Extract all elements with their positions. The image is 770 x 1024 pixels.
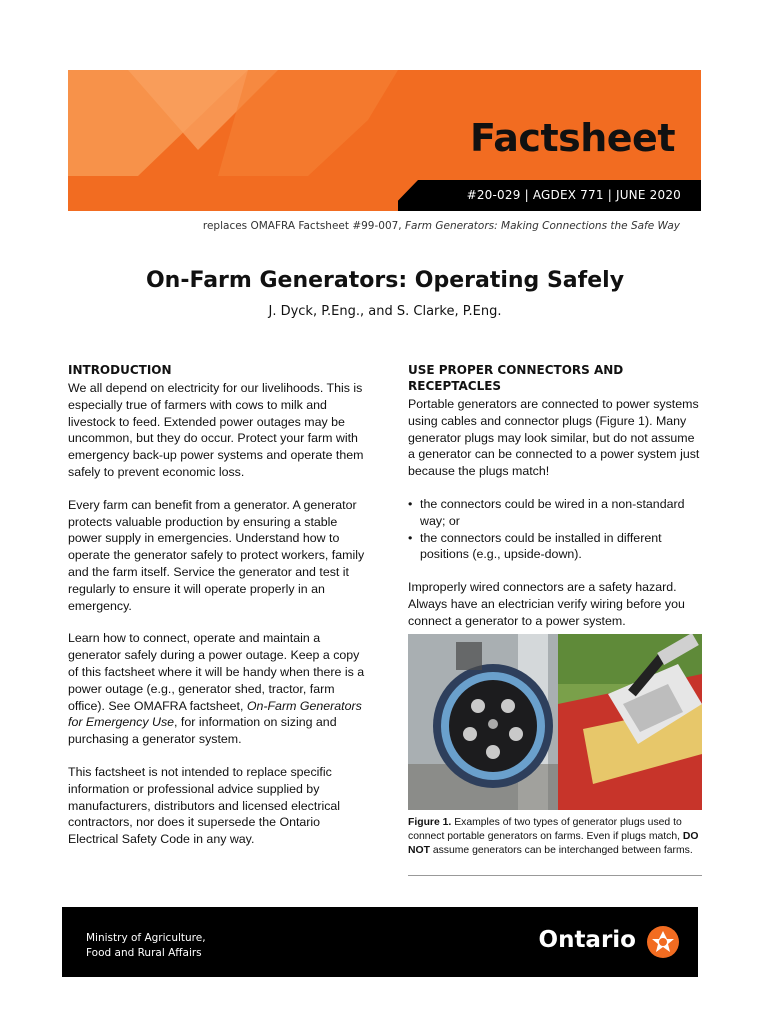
factsheet-meta: #20-029 | AGDEX 771 | JUNE 2020 bbox=[466, 188, 681, 202]
connectors-paragraph-2: Improperly wired connectors are a safety hazard. Always have an electrician verify wiring before you connect a generator to a power system. bbox=[408, 580, 685, 628]
connectors-bullet-list bbox=[408, 496, 702, 563]
factsheet-label: Factsheet bbox=[470, 116, 675, 160]
figure-caption bbox=[408, 816, 700, 858]
intro-paragraph-2: Every farm can benefit from a generator. A generator protects valuable production by ensuring a stable power supply in emergencies. Understand how to operate the generator safely to protect workers, family and the farm itself. Service the generator and test it regularly to ensure it will operate properly in an emergency. bbox=[68, 497, 365, 613]
ontario-logo-wordmark: Ontario bbox=[538, 927, 636, 953]
intro-paragraph-3 bbox=[68, 630, 368, 748]
right-column bbox=[408, 362, 702, 646]
intro-paragraph-1: We all depend on electricity for our livelihoods. This is especially true of farmers with cows to milk and livestock to feed. Extended power outages may be uncommon, but they do occur. Protect your farm with emergency back-up power systems and operate them safely to prevent economic loss. bbox=[68, 381, 364, 479]
replaces-title: Farm Generators: Making Connections the Safe Way bbox=[404, 220, 680, 232]
ministry-line-2: Food and Rural Affairs bbox=[86, 947, 202, 959]
introduction-heading: INTRODUCTION bbox=[68, 363, 172, 377]
bullet-item: • the connectors could be installed in different positions (e.g., upside-down). bbox=[408, 530, 702, 564]
ministry-line-1: Ministry of Agriculture, bbox=[86, 932, 206, 944]
factsheet-reference-link[interactable]: On-Farm Generators for Emergency Use bbox=[68, 698, 362, 730]
intro-paragraph-4: This factsheet is not intended to replace specific information or professional advice supplied by manufacturers, distributors and licensed electrical contractors, nor does it supersede the Ontario Electrical Safety Code in any way. bbox=[68, 764, 341, 847]
caption-divider bbox=[408, 875, 702, 876]
connectors-paragraph-1: Portable generators are connected to power systems using cables and connector plugs (Figure 1). Many generator plugs may look similar, but do not assume a generator can be connected to a power system just because the plugs match! bbox=[408, 397, 700, 479]
footer-bar bbox=[62, 907, 698, 977]
replaces-note bbox=[68, 220, 680, 232]
generator-plugs-photo bbox=[408, 634, 702, 810]
authors: J. Dyck, P.Eng., and S. Clarke, P.Eng. bbox=[268, 304, 502, 319]
caption-text-before: Examples of two types of generator plugs used to connect portable generators on farms. Even if plugs match, bbox=[408, 817, 683, 842]
caption-text-after: assume generators can be interchanged between farms. bbox=[429, 845, 693, 856]
trillium-icon bbox=[646, 925, 680, 959]
caption-emphasis: DO NOT bbox=[408, 831, 699, 856]
factsheet-banner bbox=[68, 70, 701, 211]
document-title: On-Farm Generators: Operating Safely bbox=[145, 268, 625, 293]
figure-1-photo bbox=[408, 634, 702, 810]
ministry-name bbox=[86, 931, 206, 961]
connectors-heading: USE PROPER CONNECTORS AND RECEPTACLES bbox=[408, 363, 624, 393]
left-column bbox=[68, 362, 368, 864]
figure-label: Figure 1. bbox=[408, 817, 452, 828]
intro-p3-before: Learn how to connect, operate and maintain a generator safely during a power outage. Keep a copy of this factsheet where it will be handy when there is a power outage (e.g., generator shed, tractor, farm office). See OMAFRA factsheet, bbox=[68, 631, 365, 713]
intro-p3-after: , for information on sizing and purchasing a generator system. bbox=[68, 715, 337, 747]
bullet-item: • the connectors could be wired in a non-standard way; or bbox=[408, 496, 702, 530]
replaces-prefix: replaces OMAFRA Factsheet #99-007, bbox=[202, 220, 405, 232]
